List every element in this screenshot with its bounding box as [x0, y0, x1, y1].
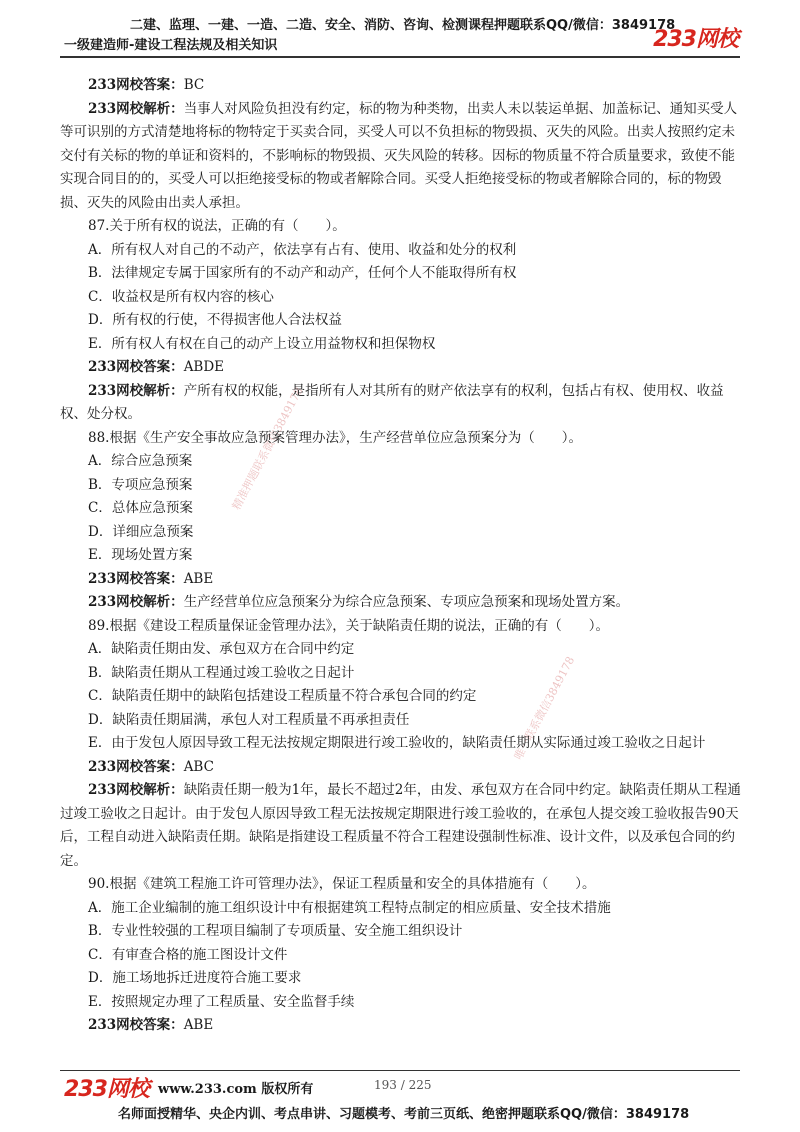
- analysis-paragraph: [60, 98, 742, 216]
- option-item: B．法律规定专属于国家所有的不动产和动产，任何个人不能取得所有权: [88, 265, 517, 281]
- answer-value: ABC: [183, 758, 214, 775]
- header-promo-text: 二建、监理、一建、一造、二造、安全、消防、咨询、检测课程押题联系QQ/微信：3849178: [130, 18, 676, 33]
- analysis-paragraph: [60, 380, 742, 427]
- option-item: E．所有权人有权在自己的动产上设立用益物权和担保物权: [88, 335, 436, 352]
- question-stem: 90.根据《建筑工程施工许可管理办法》，保证工程质量和安全的具体措施有（ ）。: [88, 876, 596, 892]
- answer-line: [60, 568, 742, 592]
- option-item: C．缺陷责任期中的缺陷包括建设工程质量不符合承包合同的约定: [88, 688, 477, 704]
- header-subtitle: 一级建造师-建设工程法规及相关知识: [64, 38, 278, 53]
- answer-label: 233网校答案：: [88, 77, 184, 93]
- option-item: E．由于发包人原因导致工程无法按规定期限进行竣工验收的，缺陷责任期从实际通过竣工验收之日起计: [88, 735, 706, 751]
- footer-copyright: www.233.com 版权所有: [158, 1082, 314, 1097]
- answer-label: 233网校答案：: [88, 359, 184, 375]
- watermark: 唯一联系微信3849178: [511, 654, 578, 763]
- answer-line: [60, 74, 742, 98]
- option-item: E．现场处置方案: [88, 547, 193, 563]
- analysis-paragraph: [60, 779, 742, 873]
- analysis-text: 生产经营单位应急预案分为综合应急预案、专项应急预案和现场处置方案。: [183, 594, 630, 610]
- question-stem: 89.根据《建设工程质量保证金管理办法》，关于缺陷责任期的说法，正确的有（ ）。: [88, 617, 609, 634]
- answer-label: 233网校答案：: [88, 758, 184, 775]
- option-item: B．专业性较强的工程项目编制了专项质量、安全施工组织设计: [88, 923, 463, 939]
- footer-logo: 233网校: [64, 1077, 149, 1102]
- footer-promo-text: 名师面授精华、央企内训、考点串讲、习题模考、考前三页纸、绝密押题联系QQ/微信：3849178: [118, 1107, 690, 1122]
- answer-value: ABE: [183, 1017, 214, 1033]
- answer-line: [60, 1014, 742, 1038]
- option-item: D．所有权的行使，不得损害他人合法权益: [88, 312, 342, 328]
- page-number: 193 / 225: [374, 1078, 432, 1092]
- option-item: C．收益权是所有权内容的核心: [88, 288, 274, 305]
- analysis-text: 当事人对风险负担没有约定，标的物为种类物，出卖人未以装运单据、加盖标记、通知买受人等可识别的方式清楚地将标的物特定于买卖合同，买受人可以不负担标的物毁损、灭失的风险。出卖人按照约定未交付有关标的物的单证和资料的，不影响标的物毁损、灭失风险的转移。因标的物质量不符合质量要求，致使不能实现合同目的的，买受人可以拒绝接受标的物或者解除合同。买受人拒绝接受标的物或者解除合同的，标的物毁损、灭失的风险由出卖人承担。: [60, 100, 738, 211]
- answer-label: 233网校答案：: [88, 570, 184, 587]
- option-item: B．专项应急预案: [88, 476, 193, 493]
- option-item: A．综合应急预案: [88, 453, 193, 469]
- option-item: A．缺陷责任期由发、承包双方在合同中约定: [88, 641, 355, 657]
- option-item: A．施工企业编制的施工组织设计中有根据建筑工程特点制定的相应质量、安全技术措施: [88, 899, 611, 916]
- footer-divider: [60, 1070, 740, 1071]
- answer-value: ABDE: [183, 359, 225, 375]
- option-item: D．详细应急预案: [88, 523, 194, 540]
- answer-value: ABE: [183, 570, 214, 587]
- analysis-text: 产所有权的权能，是指所有人对其所有的财产依法享有的权利，包括占有权、使用权、收益权、处分权。: [60, 382, 724, 422]
- analysis-label: 233网校解析：: [88, 782, 184, 798]
- analysis-paragraph: [60, 591, 742, 615]
- answer-value: BC: [183, 77, 205, 93]
- document-body: [60, 74, 742, 1038]
- option-item: E．按照规定办理了工程质量、安全监督手续: [88, 993, 355, 1010]
- option-item: C．总体应急预案: [88, 500, 193, 516]
- analysis-label: 233网校解析：: [88, 382, 184, 399]
- analysis-label: 233网校解析：: [88, 100, 184, 117]
- question-stem: 88.根据《生产安全事故应急预案管理办法》，生产经营单位应急预案分为（ ）。: [88, 429, 582, 446]
- question-stem: 87.关于所有权的说法，正确的有（ ）。: [88, 218, 346, 234]
- option-item: A．所有权人对自己的不动产，依法享有占有、使用、收益和处分的权利: [88, 241, 517, 258]
- analysis-label: 233网校解析：: [88, 594, 184, 610]
- answer-line: [60, 756, 742, 780]
- option-item: C．有审查合格的施工图设计文件: [88, 946, 288, 963]
- option-item: D．施工场地拆迁进度符合施工要求: [88, 970, 302, 986]
- analysis-text: 缺陷责任期一般为1年，最长不超过2年，由发、承包双方在合同中约定。缺陷责任期从工程通过竣工验收之日起计。由于发包人原因导致工程无法按规定期限进行竣工验收的，在承包人提交竣工验收报告90天后，工程自动进入缺陷责任期。缺陷是指建设工程质量不符合工程建设强制性标准、设计文件，以及承包合同的约定。: [60, 782, 741, 869]
- option-item: B．缺陷责任期从工程通过竣工验收之日起计: [88, 664, 355, 681]
- option-item: D．缺陷责任期届满，承包人对工程质量不再承担责任: [88, 711, 410, 728]
- answer-line: [60, 356, 742, 380]
- answer-label: 233网校答案：: [88, 1017, 184, 1033]
- header-divider: [60, 56, 740, 58]
- brand-logo: 233网校: [653, 27, 738, 52]
- watermark: 精准押题联系微信3849178: [229, 384, 306, 513]
